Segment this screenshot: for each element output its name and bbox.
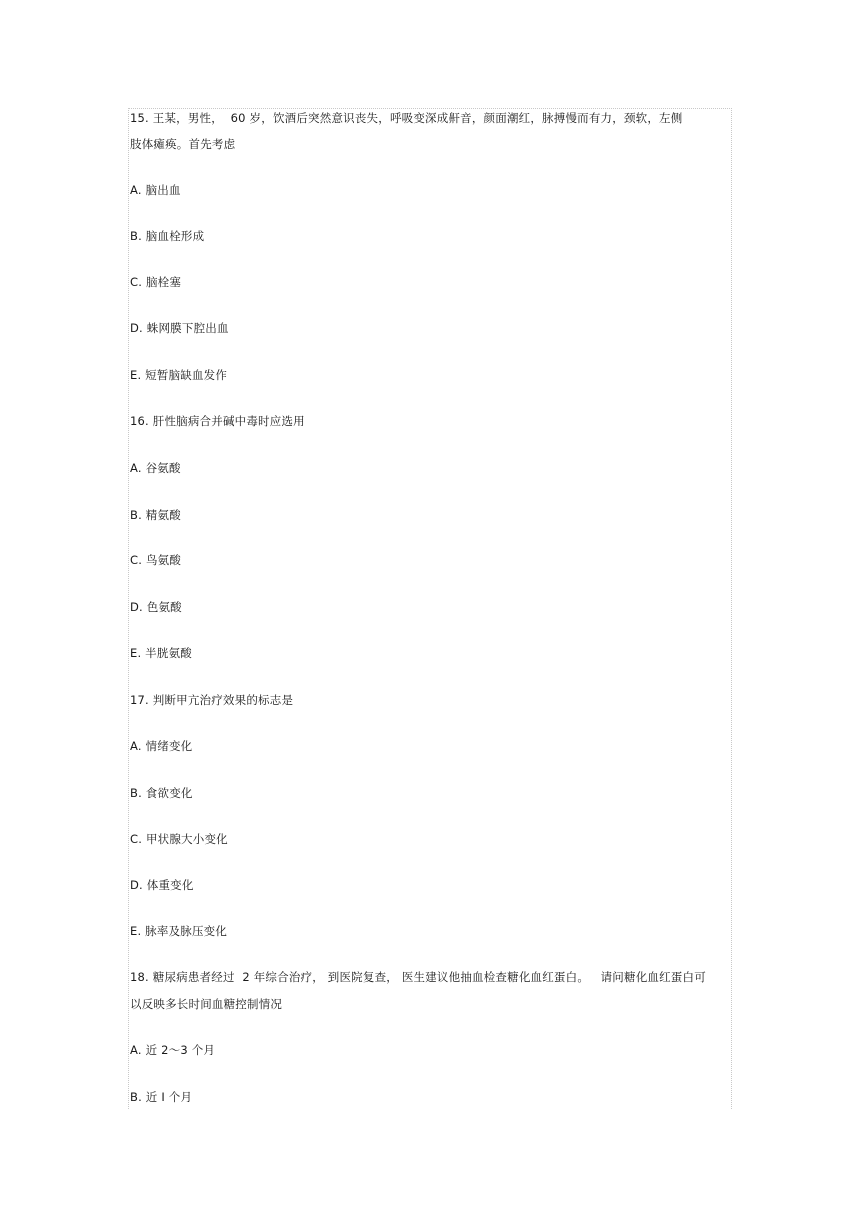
question-18-stem-line2: 以反映多长时间血糖控制情况 <box>130 997 283 1011</box>
question-15-stem-line1: 15. 王某，男性， 60 岁，饮酒后突然意识丧失，呼吸变深成鼾音，颜面潮红，脉搏慢而有力，颈软，左侧 <box>130 111 683 125</box>
question-17-option-a: A. 情绪变化 <box>130 739 193 753</box>
question-15-option-c: C. 脑栓塞 <box>130 275 182 289</box>
question-15-option-b: B. 脑血栓形成 <box>130 229 205 243</box>
question-18-stem-line1: 18. 糖尿病患者经过 2 年综合治疗， 到医院复查， 医生建议他抽血检查糖化血红蛋白。 请问糖化血红蛋白可 <box>130 970 706 984</box>
question-18-option-b: B. 近 I 个月 <box>130 1090 193 1104</box>
question-15-option-a: A. 脑出血 <box>130 183 181 197</box>
question-17-option-e: E. 脉率及脉压变化 <box>130 924 228 938</box>
question-16-option-d: D. 色氨酸 <box>130 600 182 614</box>
page-frame <box>128 108 732 1109</box>
question-15-stem-line2: 肢体瘫痪。首先考虑 <box>130 137 236 151</box>
question-17-option-c: C. 甲状腺大小变化 <box>130 832 228 846</box>
question-18-option-a: A. 近 2～3 个月 <box>130 1043 216 1057</box>
question-16-option-b: B. 精氨酸 <box>130 508 181 522</box>
question-17-stem: 17. 判断甲亢治疗效果的标志是 <box>130 693 294 707</box>
question-16-option-e: E. 半胱氨酸 <box>130 646 192 660</box>
question-16-option-c: C. 鸟氨酸 <box>130 553 182 567</box>
question-16-stem: 16. 肝性脑病合并碱中毒时应选用 <box>130 414 305 428</box>
question-16-option-a: A. 谷氨酸 <box>130 461 181 475</box>
question-17-option-b: B. 食欲变化 <box>130 786 193 800</box>
question-17-option-d: D. 体重变化 <box>130 878 194 892</box>
question-15-option-d: D. 蛛网膜下腔出血 <box>130 321 229 335</box>
question-15-option-e: E. 短暂脑缺血发作 <box>130 368 228 382</box>
